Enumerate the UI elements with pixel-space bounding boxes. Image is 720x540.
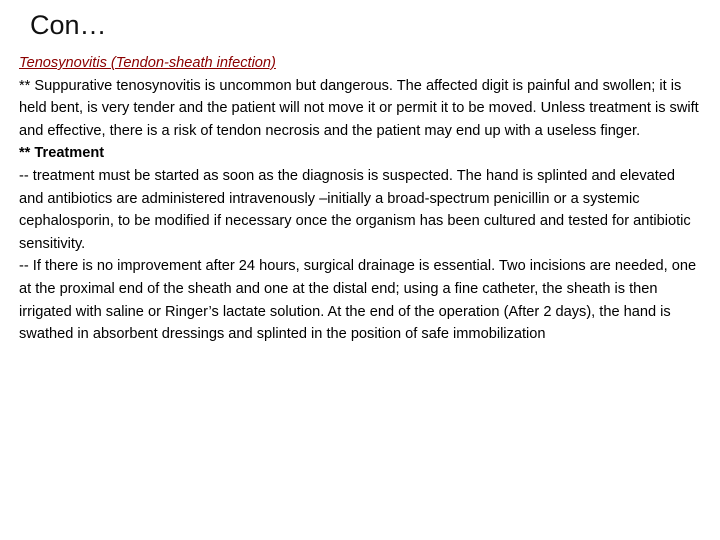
slide-title: Con…	[30, 10, 107, 40]
paragraph-description: ** Suppurative tenosynovitis is uncommon but dangerous. The affected digit is painful and swollen; it is held bent, is very tender and the patient will not move it or permit it to be moved. Unless treatment is swift and effective, there is a risk of tendon necrosis and the patient may end up with a useless finger.	[19, 77, 699, 139]
paragraph-surgical-drainage: -- If there is no improvement after 24 hours, surgical drainage is essential. Two incisions are needed, one at the proximal end of the sheath and one at the distal end; using a fine catheter, the sheath is then irrigated with saline or Ringer’s lactate solution. At the end of the operation (After 2 days), the hand is swathed in absorbent dressings and splinted in the position of safe immobilization	[19, 258, 697, 343]
treatment-heading: ** Treatment	[19, 145, 105, 162]
paragraph-treatment: -- treatment must be started as soon as the diagnosis is suspected. The hand is splinted and elevated and antibiotics are administered intravenously –initially a broad-spectrum penicillin or a systemic cephalosporin, to be modified if necessary once the organism has been cultured and tested for antibiotic sensitivity.	[19, 167, 691, 252]
slide-content	[19, 52, 701, 346]
section-heading: Tenosynovitis (Tendon-sheath infection)	[19, 55, 276, 71]
